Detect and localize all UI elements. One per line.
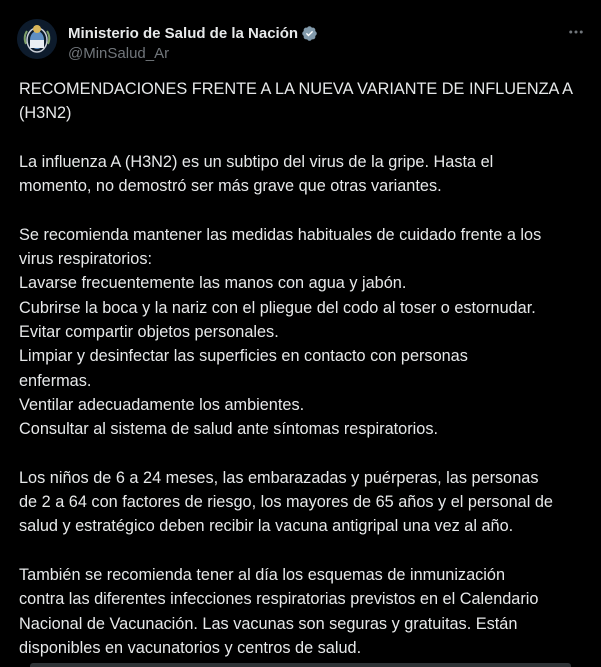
media-edge — [30, 663, 571, 667]
account-handle[interactable]: @MinSalud_Ar — [68, 45, 170, 62]
display-name-row — [68, 24, 318, 42]
text-line: (H3N2) — [19, 104, 72, 123]
text-line: RECOMENDACIONES FRENTE A LA NUEVA VARIANTE DE INFLUENZA A — [19, 80, 573, 98]
text-line: enfermas. — [19, 371, 92, 390]
text-line: Lavarse frecuentemente las manos con agua y jabón. — [19, 274, 407, 293]
coat-of-arms-icon — [17, 19, 57, 59]
text-line: disponibles en vacunatorios y centros de salud. — [19, 638, 362, 657]
more-horizontal-icon — [567, 23, 585, 41]
account-names — [68, 24, 318, 62]
text-line: Ventilar adecuadamente los ambientes. — [19, 395, 305, 414]
text-line: Los niños de 6 a 24 meses, las embarazadas y puérperas, las personas — [19, 468, 539, 487]
tweet-text — [19, 77, 591, 660]
tweet-header — [17, 19, 587, 67]
text-line: momento, no demostró ser más grave que otras variantes. — [19, 177, 442, 196]
avatar[interactable] — [17, 19, 57, 59]
display-name[interactable]: Ministerio de Salud de la Nación — [68, 24, 299, 42]
more-options-button[interactable] — [565, 21, 587, 43]
text-line: salud y estratégico deben recibir la vacuna antigripal una vez al año. — [19, 517, 514, 536]
text-line: de 2 a 64 con factores de riesgo, los mayores de 65 años y el personal de — [19, 493, 553, 512]
text-line: La influenza A (H3N2) es un subtipo del virus de la gripe. Hasta el — [19, 152, 494, 171]
schedule-paragraph — [19, 563, 591, 660]
text-line: Evitar compartir objetos personales. — [19, 322, 279, 341]
text-line: Consultar al sistema de salud ante síntomas respiratorios. — [19, 420, 438, 439]
text-line: También se recomienda tener al día los esquemas de inmunización — [19, 565, 505, 584]
text-line: Cubrirse la boca y la nariz con el pliegue del codo al toser o estornudar. — [19, 298, 536, 317]
text-line: virus respiratorios: — [19, 250, 153, 269]
recommendations-paragraph — [19, 223, 591, 442]
vaccine-paragraph — [19, 466, 591, 539]
tweet-title — [19, 77, 591, 126]
text-line: Limpiar y desinfectar las superficies en contacto con personas — [19, 347, 468, 366]
intro-paragraph — [19, 150, 591, 199]
text-line: Nacional de Vacunación. Las vacunas son seguras y gratuitas. Están — [19, 614, 518, 633]
verified-badge-icon[interactable] — [301, 25, 318, 42]
text-line: contra las diferentes infecciones respiratorias previstos en el Calendario — [19, 590, 539, 609]
text-line: Se recomienda mantener las medidas habituales de cuidado frente a los — [19, 225, 542, 244]
